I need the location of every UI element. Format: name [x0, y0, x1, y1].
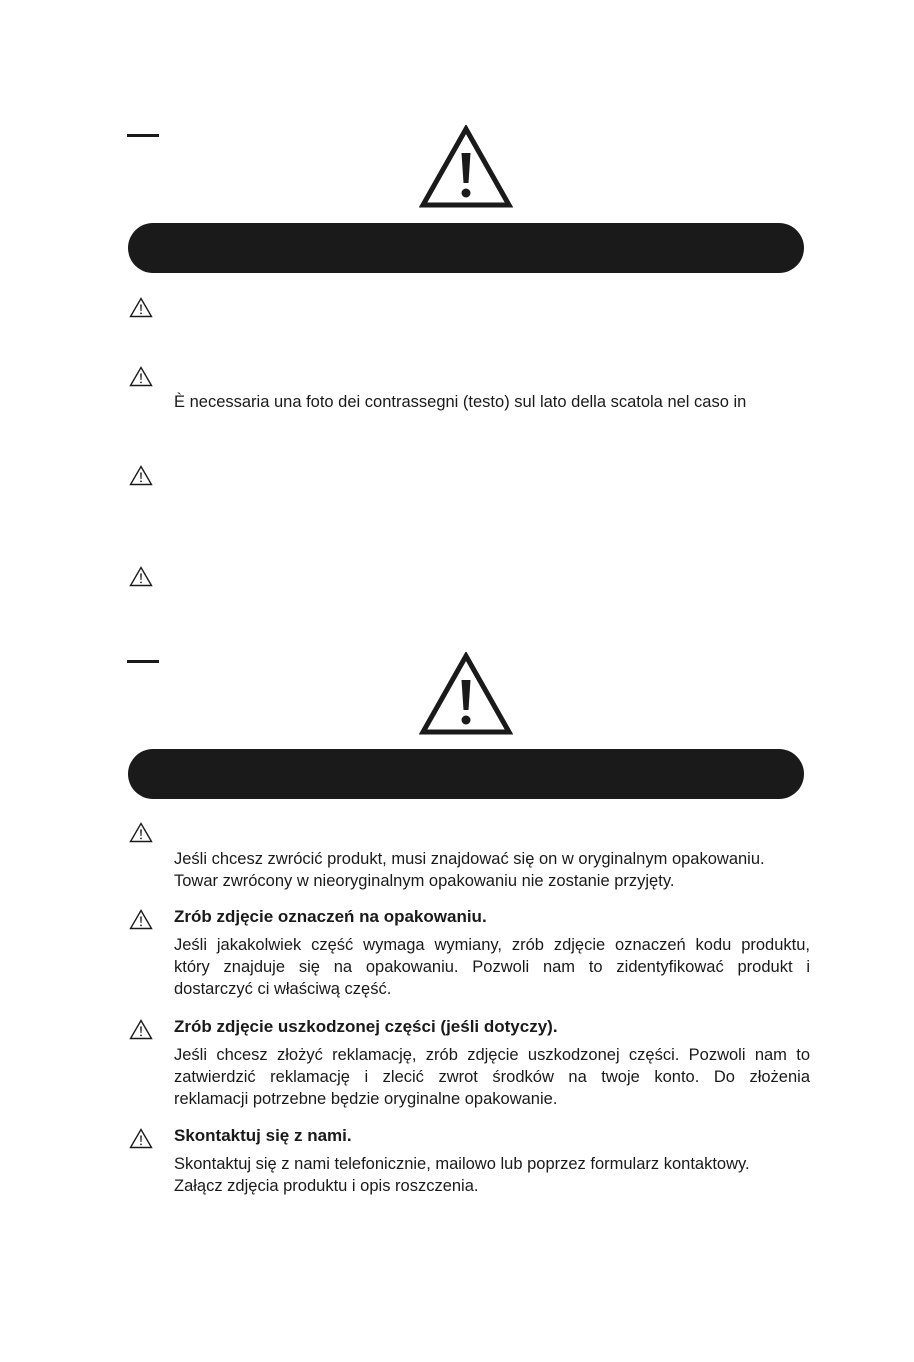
warning-triangle-icon — [129, 822, 153, 843]
warning-triangle-icon — [129, 297, 153, 318]
body-line: Jeśli jakakolwiek część wymaga wymiany, zrób zdjęcie oznaczeń kodu produktu, — [174, 936, 810, 954]
warning-triangle-icon — [419, 125, 513, 209]
body-line: Jeśli chcesz zwrócić produkt, musi znajdować się on w oryginalnym opakowaniu. — [174, 850, 765, 868]
body-line: Jeśli chcesz złożyć reklamację, zrób zdjęcie uszkodzonej części. Pozwoli nam to — [174, 1046, 810, 1064]
instruction-heading: Skontaktuj się z nami. — [174, 1126, 352, 1145]
instruction-body — [174, 848, 810, 892]
instruction-body — [174, 934, 810, 1000]
warning-triangle-icon — [129, 366, 153, 387]
warning-triangle-icon — [129, 1128, 153, 1149]
body-line: który znajduje się na opakowaniu. Pozwoli nam to zidentyfikować produkt i — [174, 958, 810, 976]
body-line: Załącz zdjęcia produktu i opis roszczenia. — [174, 1177, 479, 1195]
warning-triangle-icon — [129, 1019, 153, 1040]
body-line: reklamacji potrzebne będzie oryginalne opakowanie. — [174, 1090, 558, 1108]
warning-triangle-icon — [129, 465, 153, 486]
body-line: zatwierdzić reklamację i zlecić zwrot środków na twoje konto. Do złożenia — [174, 1068, 810, 1086]
instruction-body — [174, 391, 810, 413]
instruction-heading: Zrób zdjęcie uszkodzonej części (jeśli dotyczy). — [174, 1017, 558, 1036]
section-banner — [128, 223, 804, 273]
instruction-body — [174, 1044, 810, 1110]
body-line: dostarczyć ci właściwą część. — [174, 980, 392, 998]
section-italian — [0, 0, 914, 680]
warning-triangle-icon — [129, 909, 153, 930]
body-line: Towar zwrócony w nieoryginalnym opakowaniu nie zostanie przyjęty. — [174, 872, 675, 890]
instruction-body — [174, 1153, 810, 1197]
section-banner — [128, 749, 804, 799]
body-line: È necessaria una foto dei contrassegni (testo) sul lato della scatola nel caso in — [174, 393, 747, 411]
warning-triangle-icon — [129, 566, 153, 587]
body-line: Skontaktuj się z nami telefonicznie, mailowo lub poprzez formularz kontaktowy. — [174, 1155, 750, 1173]
section-divider-dash — [127, 134, 159, 137]
instruction-heading: Zrób zdjęcie oznaczeń na opakowaniu. — [174, 907, 487, 926]
